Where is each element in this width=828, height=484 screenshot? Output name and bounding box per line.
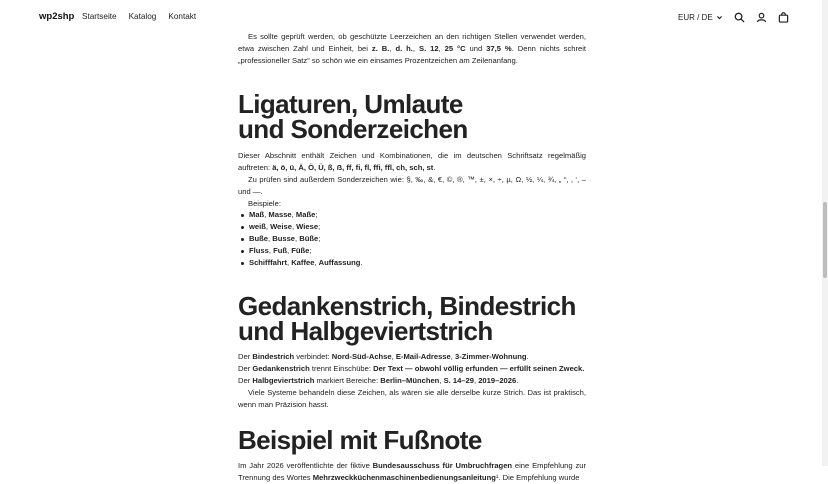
header-actions: [678, 9, 792, 25]
search-button[interactable]: [732, 9, 748, 25]
account-button[interactable]: [754, 9, 770, 25]
account-icon: [756, 12, 767, 23]
brand-logo[interactable]: wp2shp: [39, 11, 75, 22]
list-item: Fluss, Fuß, Füße;: [249, 245, 586, 257]
paragraph-sonderzeichen: Zu prüfen sind außerdem Sonderzeichen wie: §, ‰, &, €, ©, ®, ™, ±, ×, ÷, µ, Ω, ½, ¼, ¾, „ “, ‚ ‘, – und —.: [238, 174, 586, 196]
paragraph-fussnote: Im Jahr 2026 veröffentlichte der fiktive Bundesausschuss für Umbruchfragen eine Empfehlung zur Trennung des Wortes Mehrzweckküchenmaschinenbedienungsanleitung¹. Die Empfehlung wurde: [238, 461, 586, 483]
paragraph-beispiele: Beispiele:: [248, 198, 281, 208]
cart-icon: [778, 12, 789, 23]
currency-selector[interactable]: [678, 13, 723, 22]
article-content: [238, 31, 586, 484]
list-item: Buße, Busse, Büße;: [249, 233, 586, 245]
line-gedankenstrich: Der Gedankenstrich trennt Einschübe: Der Text — obwohl völlig erfunden — erfüllt seinen Zweck.: [238, 364, 585, 374]
site-header: [0, 0, 822, 34]
cart-button[interactable]: [776, 9, 792, 25]
nav-startseite[interactable]: Startseite: [82, 12, 117, 21]
line-halbgeviertstrich: Der Halbgeviertstrich markiert Bereiche: Berlin–München, S. 14–29, 2019–2026.: [238, 375, 519, 385]
search-icon: [734, 12, 745, 23]
currency-label: EUR / DE: [678, 12, 713, 22]
main-nav: [82, 12, 196, 21]
heading-gedankenstrich: Gedankenstrich, Bindestrich und Halbgeviertstrich: [238, 291, 576, 347]
paragraph-systeme: Viele Systeme behandeln diese Zeichen, als wären sie alle derselbe kurze Strich. Das ist praktisch, wenn man Präzision hasst.: [238, 387, 586, 409]
example-list: [238, 209, 586, 268]
heading-ligaturen: Ligaturen, Umlaute und Sonderzeichen: [238, 89, 468, 145]
list-item: weiß, Weise, Wiese;: [249, 221, 586, 233]
list-item: Schifffahrt, Kaffee, Auffassung.: [249, 257, 586, 269]
nav-katalog[interactable]: Katalog: [128, 12, 157, 21]
nav-kontakt[interactable]: Kontakt: [168, 12, 197, 21]
intro-paragraph: Es sollte geprüft werden, ob geschützte Leerzeichen an den richtigen Stellen verwendet werden, etwa zwischen Zahl und Einheit, bei z. B., d. h., S. 12, 25 °C und 37,5 %. Denn nichts schreit „professioneller Satz“ so schön wie ein einsames Prozentzeichen am Zeilenanfang.: [238, 32, 587, 65]
line-bindestrich: Der Bindestrich verbindet: Nord-Süd-Achse, E-Mail-Adresse, 3-Zimmer-Wohnung.: [238, 352, 529, 362]
heading-fussnote: Beispiel mit Fußnote: [238, 425, 482, 456]
list-item: Maß, Masse, Maße;: [249, 209, 586, 221]
paragraph-ligaturen: Dieser Abschnitt enthält Zeichen und Kombinationen, die im deutschen Schriftsatz regelmäßig auftreten: ä, ö, ü, Ä, Ö, Ü, ß, ẞ, ff, fi, fl, ffi, ffl, ch, sch, st.: [238, 151, 586, 173]
scrollbar-thumb[interactable]: [823, 202, 827, 278]
chevron-down-icon: [716, 14, 723, 21]
